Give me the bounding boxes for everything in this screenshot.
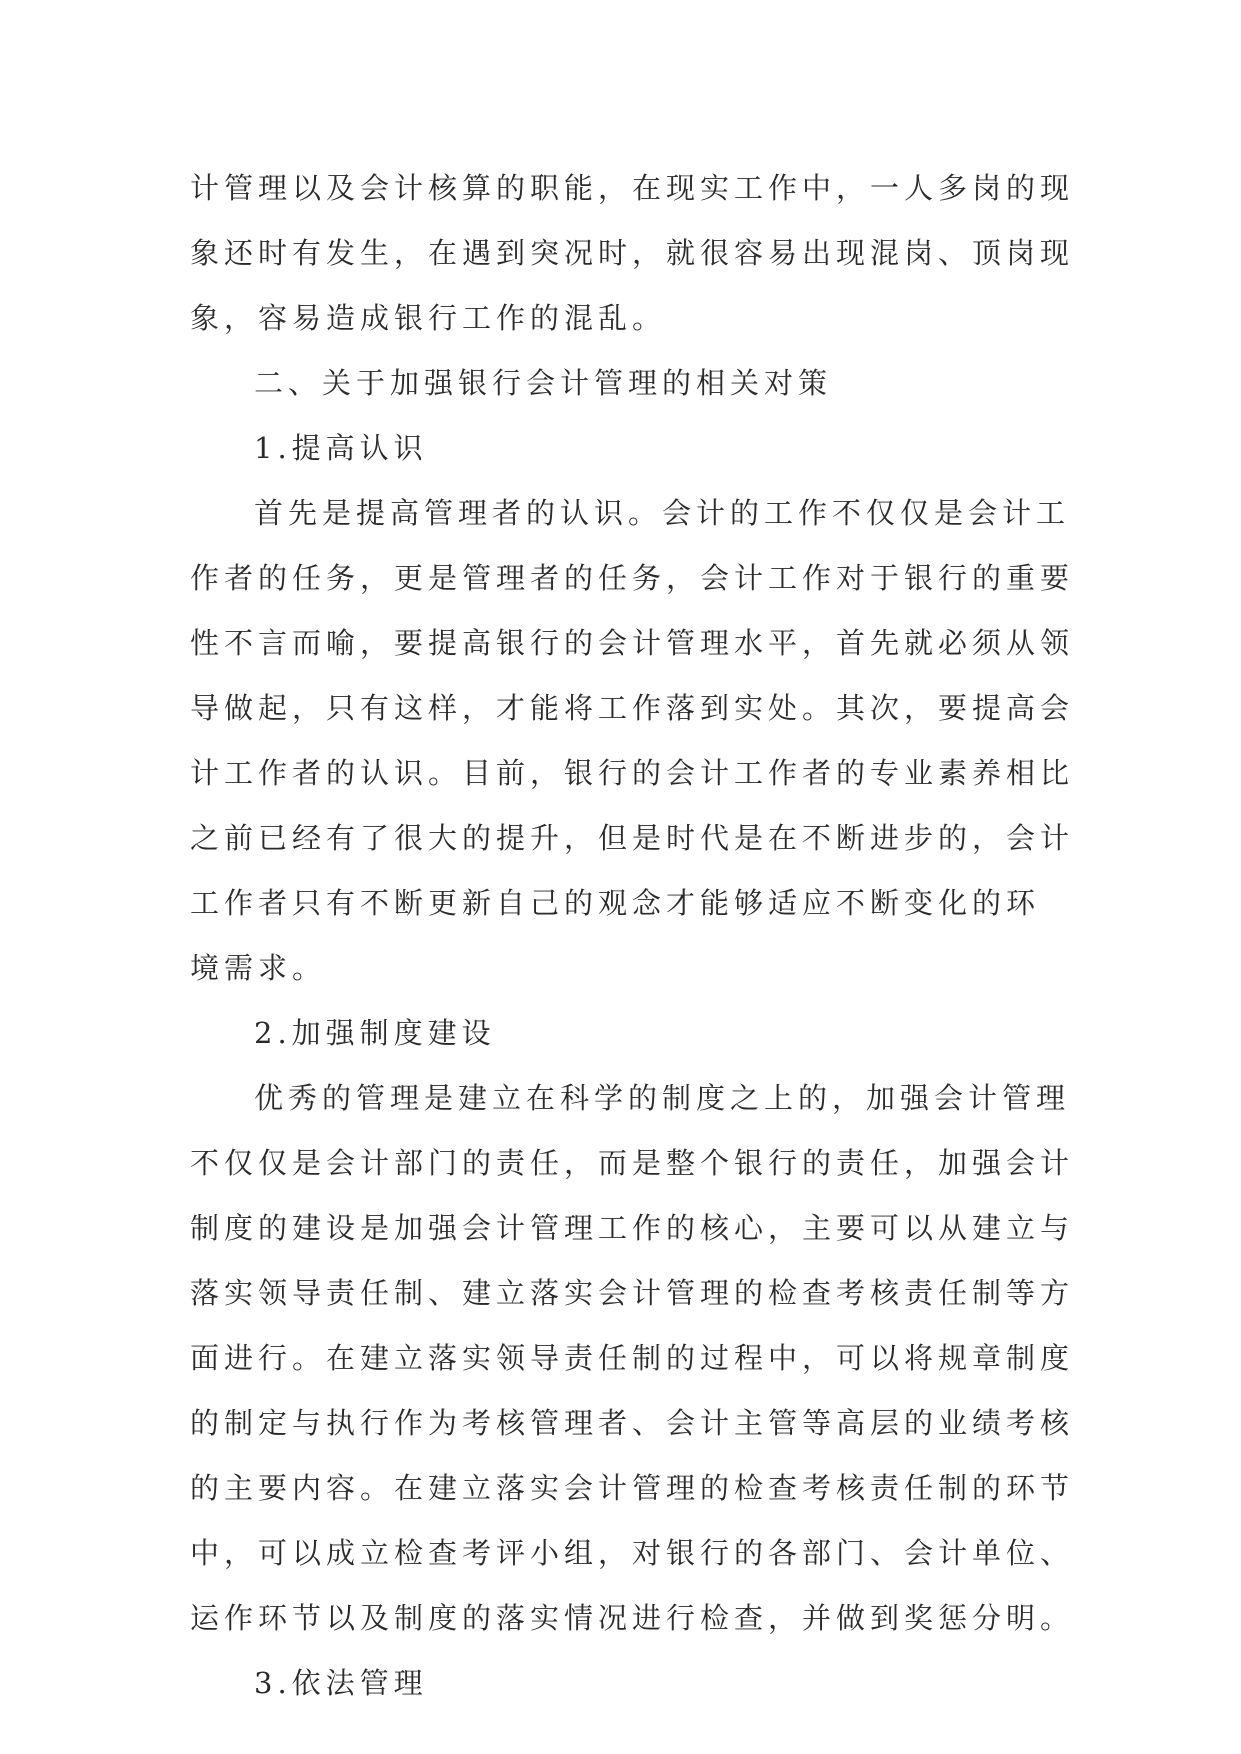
body-line: 计工作者的认识。目前，银行的会计工作者的专业素养相比	[190, 756, 1075, 790]
body-line: 之前已经有了很大的提升，但是时代是在不断进步的，会计	[190, 821, 1075, 855]
body-line: 运作环节以及制度的落实情况进行检查，并做到奖惩分明。	[190, 1601, 1075, 1635]
body-line: 工作者只有不断更新自己的观念才能够适应不断变化的环	[190, 886, 1041, 920]
body-line: 境需求。	[190, 951, 327, 985]
body-line: 的主要内容。在建立落实会计管理的检查考核责任制的环节	[190, 1471, 1075, 1505]
document-page	[190, 156, 1080, 1716]
body-line: 不仅仅是会计部门的责任，而是整个银行的责任，加强会计	[190, 1146, 1075, 1180]
body-line: 象还时有发生，在遇到突况时，就很容易出现混岗、顶岗现	[190, 236, 1075, 270]
body-line: 作者的任务，更是管理者的任务，会计工作对于银行的重要	[190, 561, 1075, 595]
paragraph-start-line: 首先是提高管理者的认识。会计的工作不仅仅是会计工	[254, 496, 1071, 530]
body-line: 性不言而喻，要提高银行的会计管理水平，首先就必须从领	[190, 626, 1075, 660]
body-line: 面进行。在建立落实领导责任制的过程中，可以将规章制度	[190, 1341, 1075, 1375]
paragraph-start-line: 优秀的管理是建立在科学的制度之上的，加强会计管理	[254, 1081, 1071, 1115]
body-line: 导做起，只有这样，才能将工作落到实处。其次，要提高会	[190, 691, 1075, 725]
section-heading: 二、关于加强银行会计管理的相关对策	[254, 366, 833, 400]
subsection-heading: 3.依法管理	[254, 1666, 428, 1700]
body-line: 计管理以及会计核算的职能，在现实工作中，一人多岗的现	[190, 171, 1075, 205]
body-line: 的制定与执行作为考核管理者、会计主管等高层的业绩考核	[190, 1406, 1075, 1440]
body-line: 象，容易造成银行工作的混乱。	[190, 301, 667, 335]
body-line: 制度的建设是加强会计管理工作的核心，主要可以从建立与	[190, 1211, 1075, 1245]
subsection-heading: 1.提高认识	[254, 431, 428, 465]
subsection-heading: 2.加强制度建设	[254, 1016, 496, 1050]
body-line: 中，可以成立检查考评小组，对银行的各部门、会计单位、	[190, 1536, 1075, 1570]
body-line: 落实领导责任制、建立落实会计管理的检查考核责任制等方	[190, 1276, 1075, 1310]
